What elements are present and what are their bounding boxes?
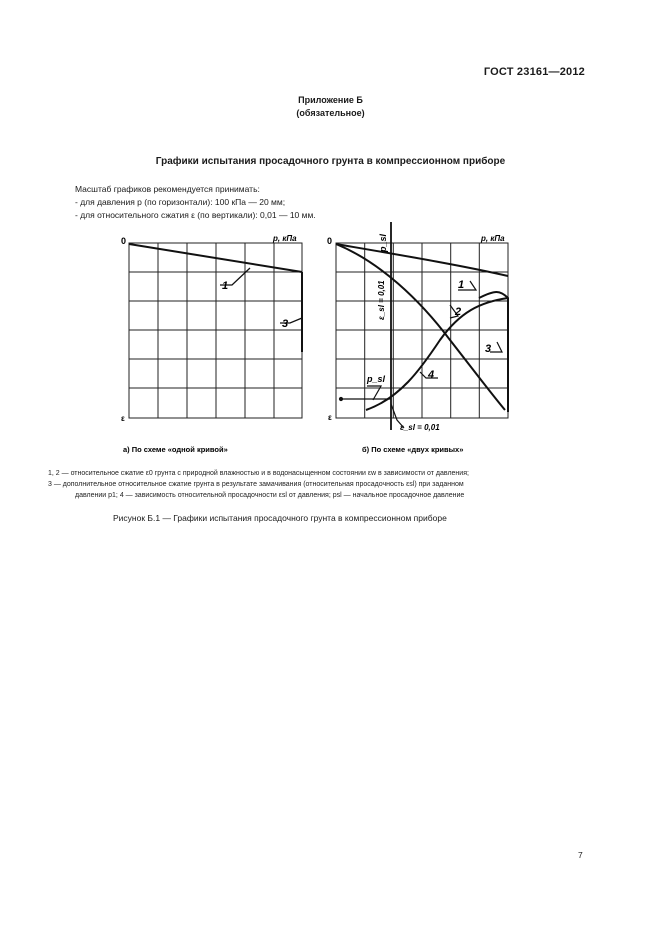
- right-curve-2-label: 2: [455, 306, 462, 318]
- left-curve-1-label: 1: [222, 280, 229, 292]
- left-curve-3-label: 3: [282, 318, 289, 330]
- right-p-sl-marker-label: p_sl: [367, 374, 386, 384]
- annex-title: Приложение Б: [298, 95, 363, 105]
- scale-horizontal: - для давления p (по горизонтали): 100 кПа — 20 мм;: [75, 197, 286, 207]
- left-y-axis-label: ε: [121, 414, 125, 423]
- page-number: 7: [578, 850, 583, 860]
- right-p-sl-vertical-label: p_sl: [378, 233, 388, 252]
- left-chart-grid: [129, 243, 302, 418]
- right-y-axis-label: ε: [328, 413, 332, 422]
- annex-status: (обязательное): [296, 108, 365, 118]
- legend-line-3: давлении p1; 4 — зависимость относительной просадочности εsl от давления; psl — начальное просадочное давление: [75, 492, 465, 499]
- legend-line-2: 3 — дополнительное относительное сжатие грунта в результате замачивания (относительная просадочность εsl) при заданном: [48, 481, 464, 488]
- right-curve-1-label: 1: [458, 279, 465, 291]
- right-eps-vertical-label: ε_sl = 0,01: [377, 280, 386, 320]
- right-x-axis-label: p, кПа: [481, 234, 505, 243]
- right-chart-caption: б) По схеме «двух кривых»: [362, 445, 464, 454]
- left-x-axis-label: p, кПа: [273, 234, 297, 243]
- legend-line-1: 1, 2 — относительное сжатие ε0 грунта с природной влажностью и в водонасыщенном состоянии εw в зависимости от давления;: [48, 470, 469, 477]
- left-origin-label: 0: [121, 236, 127, 246]
- scale-vertical: - для относительного сжатия ε (по вертикали): 0,01 — 10 мм.: [75, 210, 316, 220]
- scale-intro: Масштаб графиков рекомендуется принимать:: [75, 184, 260, 194]
- right-chart-grid: [336, 243, 508, 418]
- right-eps-bottom-label: ε_sl = 0,01: [400, 423, 440, 432]
- right-origin-label: 0: [327, 236, 333, 246]
- right-curve-3-label: 3: [485, 343, 492, 355]
- standard-code: ГОСТ 23161—2012: [483, 66, 585, 78]
- left-chart-caption: а) По схеме «одной кривой»: [123, 445, 228, 454]
- section-title: Графики испытания просадочного грунта в компрессионном приборе: [155, 156, 506, 167]
- figure-caption: Рисунок Б.1 — Графики испытания просадочного грунта в компрессионном приборе: [113, 513, 447, 523]
- right-curve-4-label: 4: [428, 369, 435, 381]
